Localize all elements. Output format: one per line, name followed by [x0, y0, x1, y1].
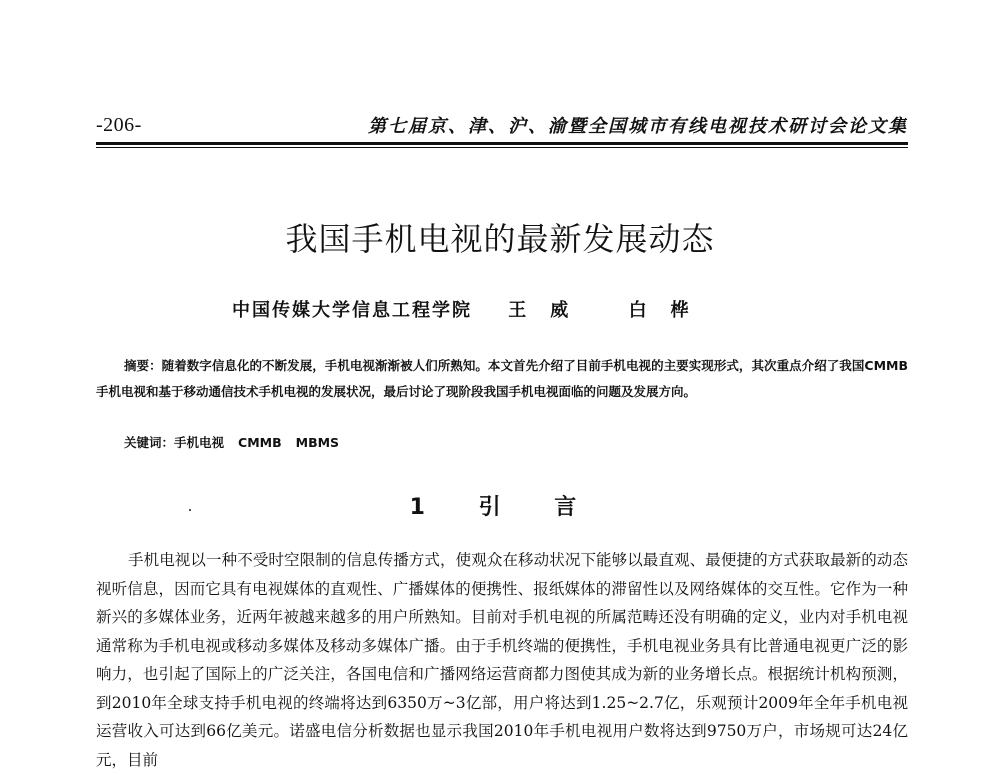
page-number: -206- — [96, 114, 142, 136]
keyword: CMMB — [238, 435, 282, 450]
paper-title: 我国手机电视的最新发展动态 — [285, 220, 715, 258]
author-name: 白桦 — [628, 300, 713, 321]
keyword: 手机电视 — [174, 435, 225, 450]
body-paragraph: 手机电视以一种不受时空限制的信息传播方式，使观众在移动状况下能够以最直观、最便捷的方式获取最新的动态视听信息，因而它具有电视媒体的直观性、广播媒体的便携性、报纸媒体的滞留性以及网络媒体的交互性。它作为一种新兴的多媒体业务，近两年被越来越多的用户所熟知。目前对手机电视的所属范畴还没有明确的定义，业内对手机电视通常称为手机电视或移动多媒体及移动多媒体广播。由于手机终端的便携性，手机电视业务具有比普通电视更广泛的影响力，也引起了国际上的广泛关注，各国电信和广播网络运营商都力图使其成为新的业务增长点。根据统计机构预测，到2010年全球支持手机电视的终端将达到6350万~3亿部，用户将达到1.25~2.7亿，乐观预计2009年全年手机电视运营收入可达到66亿美元。诺盛电信分析数据也显示我国2010年手机电视用户数将达到9750万户，市场规可达24亿元，目前 — [96, 551, 908, 769]
page-header — [96, 110, 908, 144]
abstract: 摘要：随着数字信息化的不断发展，手机电视渐渐被人们所熟知。本文首先介绍了目前手机电视的主要实现形式，其次重点介绍了我国CMMB手机电视和基于移动通信技术手机电视的发展状况，最后讨论了现阶段我国手机电视面临的问题及发展方向。 — [96, 358, 908, 399]
section-heading: 1 引 言 — [409, 495, 591, 520]
affiliation: 中国传媒大学信息工程学院 — [232, 300, 472, 321]
header-rule-thick — [96, 142, 908, 145]
author-line — [232, 296, 792, 322]
header-rule-thin — [96, 147, 908, 148]
author-name: 王威 — [508, 300, 593, 321]
keywords-label: 关键词： — [124, 435, 175, 450]
running-head: 第七届京、津、沪、渝暨全国城市有线电视技术研讨会论文集 — [368, 116, 908, 137]
keywords-line — [124, 433, 339, 451]
keyword: MBMS — [295, 435, 340, 450]
